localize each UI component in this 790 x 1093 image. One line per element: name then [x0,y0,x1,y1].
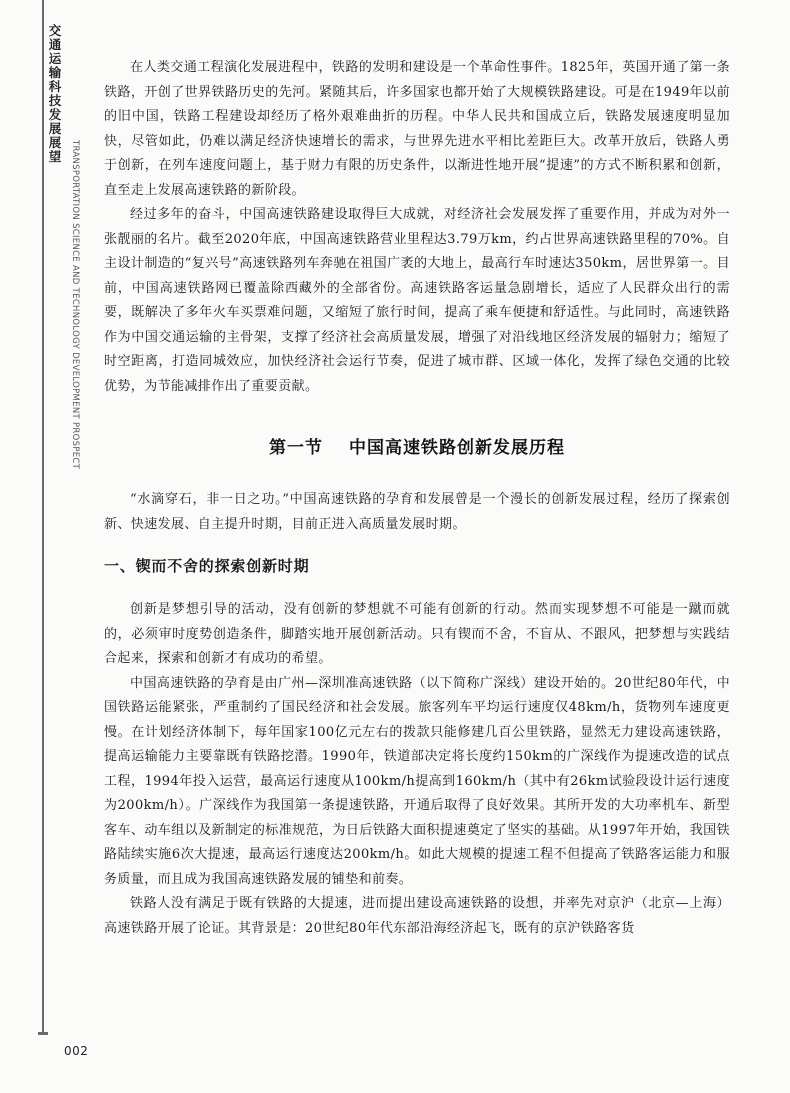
body-paragraph-1: 创新是梦想引导的活动，没有创新的梦想就不可能有创新的行动。然而实现梦想不可能是一蹴而就的，必须审时度势创造条件，脚踏实地开展创新活动。只有锲而不舍，不盲从、不跟风，把梦想与实践结合起来，探索和创新才有成功的希望。 [104,602,730,666]
sidebar-rule-cap [38,1032,48,1035]
intro-paragraph-1: 在人类交通工程演化发展进程中，铁路的发明和建设是一个革命性事件。1825年，英国开通了第一条铁路，开创了世界铁路历史的先河。紧随其后，许多国家也都开始了大规模铁路建设。可是在1949年以前的旧中国，铁路工程建设却经历了格外艰难曲折的历程。中华人民共和国成立后，铁路发展速度明显加快，尽管如此，仍难以满足经济快速增长的需求，与世界先进水平相比差距巨大。改革开放后，铁路人勇于创新，在列车速度问题上，基于财力有限的历史条件，以渐进性地开展“提速”的方式不断积累和创新，直至走上发展高速铁路的新阶段。 [104,60,730,198]
page-body [104,56,730,941]
body-paragraph-3: 铁路人没有满足于既有铁路的大提速，进而提出建设高速铁路的设想，并率先对京沪（北京—上海）高速铁路开展了论证。其背景是：20世纪80年代东部沿海经济起飞，既有的京沪铁路客货 [104,896,730,936]
body-paragraph-2: 中国高速铁路的孕育是由广州—深圳准高速铁路（以下简称广深线）建设开始的。20世纪80年代，中国铁路运能紧张，严重制约了国民经济和社会发展。旅客列车平均运行速度仅48km/h，货物列车速度更慢。在计划经济体制下，每年国家100亿元左右的拨款只能修建几百公里铁路，显然无力建设高速铁路，提高运输能力主要靠既有铁路挖潜。1990年，铁道部决定将长度约150km的广深线作为提速改造的试点工程，1994年投入运营，最高运行速度从100km/h提高到160km/h（其中有26km试验段设计运行速度为200km/h）。广深线作为我国第一条提速铁路，开通后取得了良好效果。其所开发的大功率机车、新型客车、动车组以及新制定的标准规范，为日后铁路大面积提速奠定了坚实的基础。从1997年开始，我国铁路陆续实施6次大提速，最高运行速度达200km/h。如此大规模的提速工程不但提高了铁路客运能力和服务质量，而且成为我国高速铁路发展的铺垫和前奏。 [104,675,730,887]
intro-paragraph-2: 经过多年的奋斗，中国高速铁路建设取得巨大成就，对经济社会发展发挥了重要作用，并成为对外一张靓丽的名片。截至2020年底，中国高速铁路营业里程达3.79万km，约占世界高速铁路里程的70%。自主设计制造的“复兴号”高速铁路列车奔驰在祖国广袤的大地上，最高行车时速达350km，居世界第一。目前，中国高速铁路网已覆盖除西藏外的全部省份。高速铁路客运量急剧增长，适应了人民群众出行的需要，既解决了多年火车买票难问题，又缩短了旅行时间，提高了乘车便捷和舒适性。与此同时，高速铁路作为中国交通运输的主骨架，支撑了经济社会高质量发展，增强了对沿线地区经济发展的辐射力；缩短了时空距离，打造同城效应，加快经济社会运行节奏，促进了城市群、区域一体化，发挥了绿色交通的比较优势，为节能减排作出了重要贡献。 [104,207,730,394]
section-heading [104,433,730,458]
section-number: 第一节 [269,438,323,458]
sidebar-rule [42,0,44,1035]
section-intro-paragraph: “水滴穿石，非一日之功。”中国高速铁路的孕育和发展曾是一个漫长的创新发展过程，经历了探索创新、快速发展、自主提升时期，目前正进入高质量发展时期。 [104,492,730,532]
running-title-cn: 交通运输科技发展展望 [47,24,62,164]
running-title-en: TRANSPORTATION SCIENCE AND TECHNOLOGY DEVELOPMENT PROSPECT [70,140,80,470]
page-number: 002 [64,1044,89,1058]
subsection-heading: 一、锲而不舍的探索创新时期 [104,557,310,575]
section-title: 中国高速铁路创新发展历程 [349,438,565,458]
